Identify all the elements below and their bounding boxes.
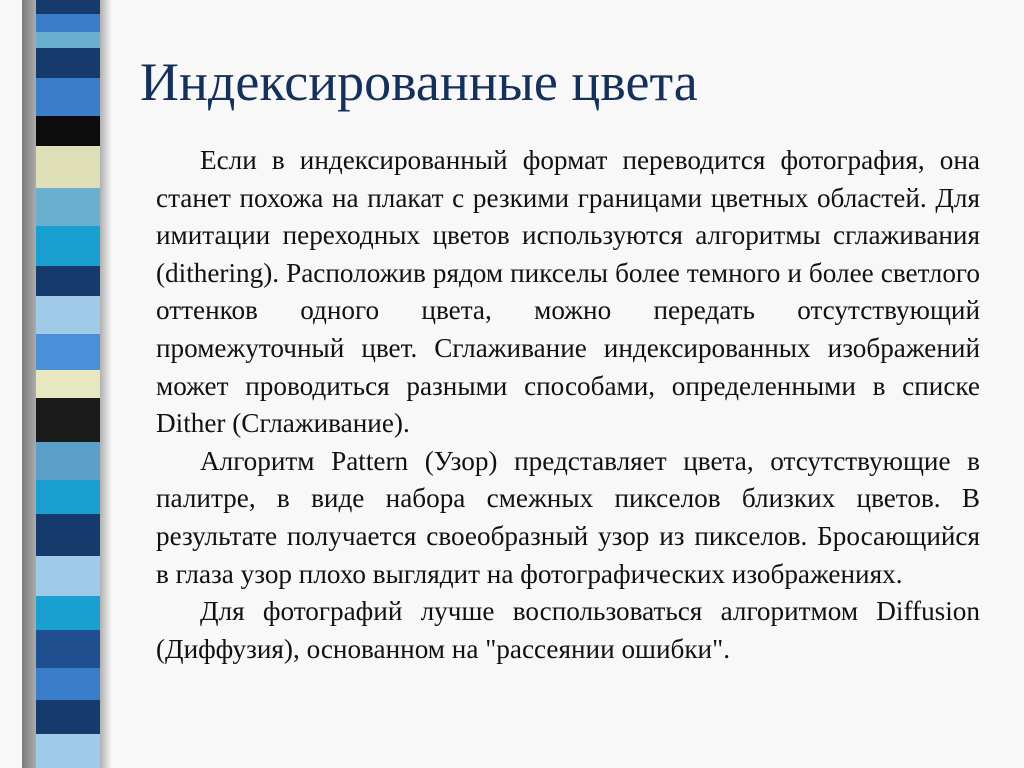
stripe-band (36, 334, 100, 370)
stripe-band (36, 514, 100, 556)
stripe-band (36, 700, 100, 734)
paragraph-2: Алгоритм Pattern (Узор) представляет цвета, отсутствующие в палитре, в виде набора смежных пикселов близких цветов. В результате получается своеобразный узор из пикселов. Бросающийся в глаза узор плохо выглядит на фотографических изображениях. (156, 445, 980, 589)
stripe-band (36, 78, 100, 116)
decorative-stripe (36, 0, 100, 768)
stripe-band (36, 630, 100, 668)
slide-body (156, 142, 980, 668)
stripe-band (36, 266, 100, 296)
stripe-band (36, 226, 100, 266)
paragraph-3: Для фотографий лучше воспользоваться алгоритмом Diffusion (Диффузия), основанном на "рассеянии ошибки". (156, 596, 980, 664)
stripe-band (36, 668, 100, 700)
slide-title: Индексированные цвета (140, 52, 698, 112)
paragraph-1: Если в индексированный формат переводится фотография, она станет похожа на плакат с резкими границами цветных областей. Для имитации переходных цветов используются алгоритмы сглаживания (dithering). Расположив рядом пикселы более темного и более светлого оттенков одного цвета, можно передать отсутствующий промежуточный цвет. Сглаживание индексированных изображений может проводиться разными способами, определенными в списке Dither (Сглаживание). (156, 145, 980, 439)
stripe-band (36, 398, 100, 442)
stripe-band (36, 556, 100, 596)
stripe-band (36, 442, 100, 480)
stripe-band (36, 296, 100, 334)
stripe-band (36, 0, 100, 14)
stripe-band (36, 146, 100, 188)
stripe-band (36, 480, 100, 514)
stripe-band (36, 734, 100, 768)
stripe-band (36, 188, 100, 226)
stripe-band (36, 48, 100, 78)
stripe-band (36, 370, 100, 398)
stripe-band (36, 116, 100, 146)
stripe-right-shadow (100, 0, 112, 768)
stripe-band (36, 596, 100, 630)
stripe-band (36, 32, 100, 48)
stripe-band (36, 14, 100, 32)
